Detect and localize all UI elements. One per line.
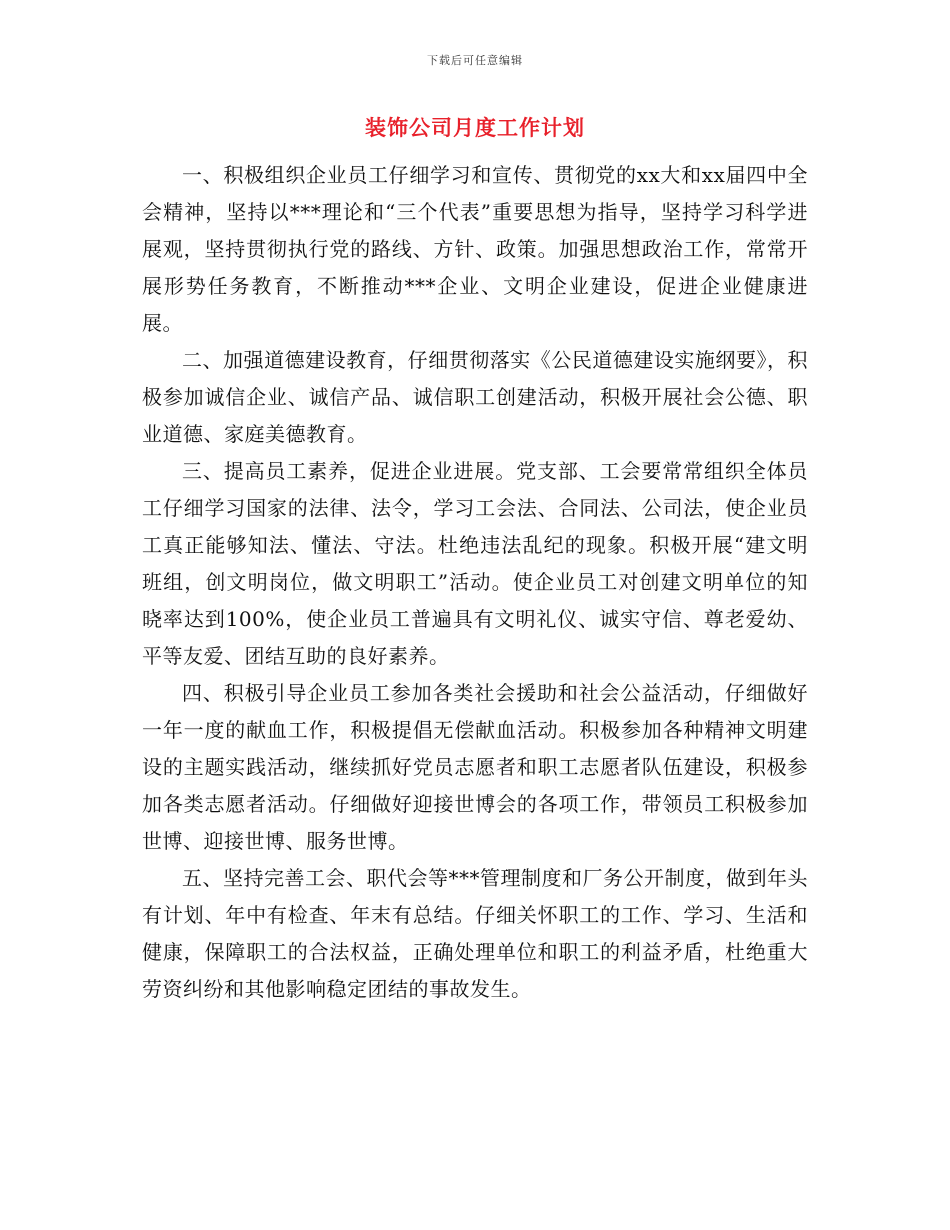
paragraph-5: 五、坚持完善工会、职代会等***管理制度和厂务公开制度，做到年头有计划、年中有检查、年末有总结。仔细关怀职工的工作、学习、生活和健康，保障职工的合法权益，正确处理单位和职工的利益矛盾，杜绝重大劳资纠纷和其他影响稳定团结的事故发生。 [142, 866, 808, 1001]
paragraph-4: 四、积极引导企业员工参加各类社会援助和社会公益活动，仔细做好一年一度的献血工作，积极提倡无偿献血活动。积极参加各种精神文明建设的主题实践活动，继续抓好党员志愿者和职工志愿者队伍建设，积极参加各类志愿者活动。仔细做好迎接世博会的各项工作，带领员工积极参加世博、迎接世博、服务世博。 [142, 681, 808, 853]
header-note: 下载后可任意编辑 [427, 54, 523, 67]
paragraph-3: 三、提高员工素养，促进企业进展。党支部、工会要常常组织全体员工仔细学习国家的法律、法令，学习工会法、合同法、公司法，使企业员工真正能够知法、懂法、守法。杜绝违法乱纪的现象。积极开展“建文明班组，创文明岗位，做文明职工”活动。使企业员工对创建文明单位的知晓率达到100%，使企业员工普遍具有文明礼仪、诚实守信、尊老爱幼、平等友爱、团结互助的良好素养。 [142, 459, 808, 668]
document-body [142, 157, 808, 1008]
paragraph-1: 一、积极组织企业员工仔细学习和宣传、贯彻党的xx大和xx届四中全会精神，坚持以***理论和“三个代表”重要思想为指导，坚持学习科学进展观，坚持贯彻执行党的路线、方针、政策。加强思想政治工作，常常开展形势任务教育，不断推动***企业、文明企业建设，促进企业健康进展。 [142, 163, 808, 335]
document-title: 装饰公司月度工作计划 [365, 115, 585, 140]
paragraph-2: 二、加强道德建设教育，仔细贯彻落实《公民道德建设实施纲要》，积极参加诚信企业、诚信产品、诚信职工创建活动，积极开展社会公德、职业道德、家庭美德教育。 [142, 348, 808, 446]
